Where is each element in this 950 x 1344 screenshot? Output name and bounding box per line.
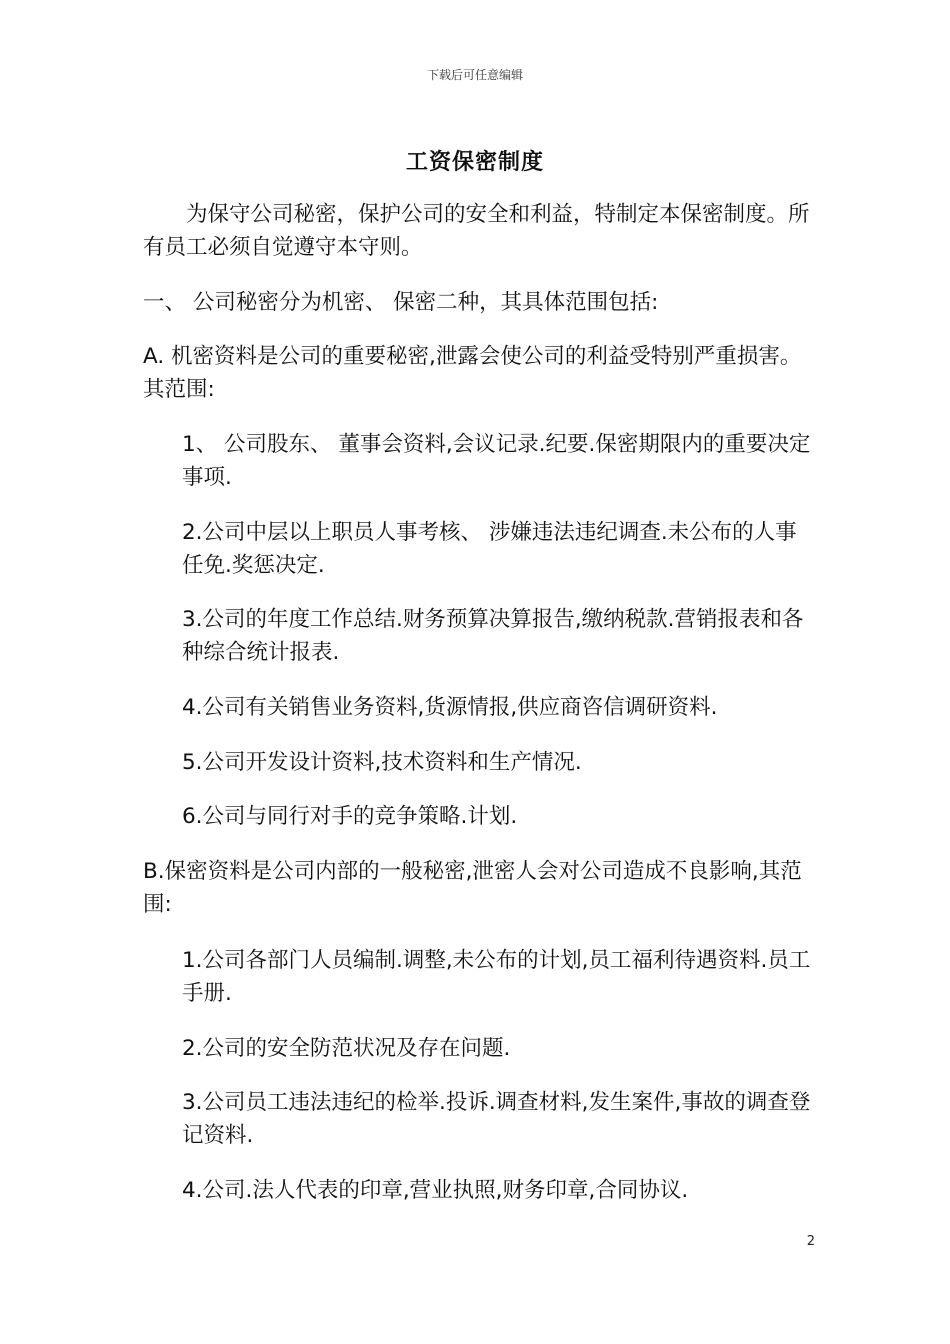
document-title: 工资保密制度 bbox=[405, 150, 544, 175]
section-a-item: 4.公司有关销售业务资料,货源情报,供应商咨信调研资料. bbox=[182, 695, 718, 720]
header-note: 下载后可任意编辑 bbox=[426, 68, 523, 82]
section-b-item: 4.公司.法人代表的印章,营业执照,财务印章,合同协议. bbox=[182, 1178, 689, 1203]
section-b-item: 3.公司员工违法违纪的检举.投诉.调查材料,发生案件,事故的调查登记资料. bbox=[182, 1090, 811, 1148]
page-number: 2 bbox=[806, 1234, 815, 1249]
section-a-item: 3.公司的年度工作总结.财务预算决算报告,缴纳税款.营销报表和各种综合统计报表. bbox=[182, 607, 804, 665]
section-b-item: 1.公司各部门人员编制.调整,未公布的计划,员工福利待遇资料.员工手册. bbox=[182, 948, 811, 1006]
section-a-heading: A. 机密资料是公司的重要秘密,泄露会使公司的利益受特别严重损害。其范围: bbox=[143, 344, 802, 402]
section-b-heading: B.保密资料是公司内部的一般秘密,泄密人会对公司造成不良影响,其范围: bbox=[143, 859, 802, 917]
section-a-item: 6.公司与同行对手的竞争策略.计划. bbox=[182, 804, 518, 829]
intro-paragraph: 为保守公司秘密，保护公司的安全和利益，特制定本保密制度。所有员工必须自觉遵守本守则。 bbox=[143, 202, 810, 260]
section-a-item: 5.公司开发设计资料,技术资料和生产情况. bbox=[182, 750, 582, 775]
section-one-heading: 一、 公司秘密分为机密、 保密二种，其具体范围包括: bbox=[143, 290, 659, 315]
section-b-item: 2.公司的安全防范状况及存在问题. bbox=[182, 1036, 511, 1061]
section-a-item: 2.公司中层以上职员人事考核、 涉嫌违法违纪调查.未公布的人事任免.奖惩决定. bbox=[182, 520, 797, 578]
section-a-item: 1、 公司股东、 董事会资料,会议记录.纪要.保密期限内的重要决定事项. bbox=[182, 432, 811, 490]
